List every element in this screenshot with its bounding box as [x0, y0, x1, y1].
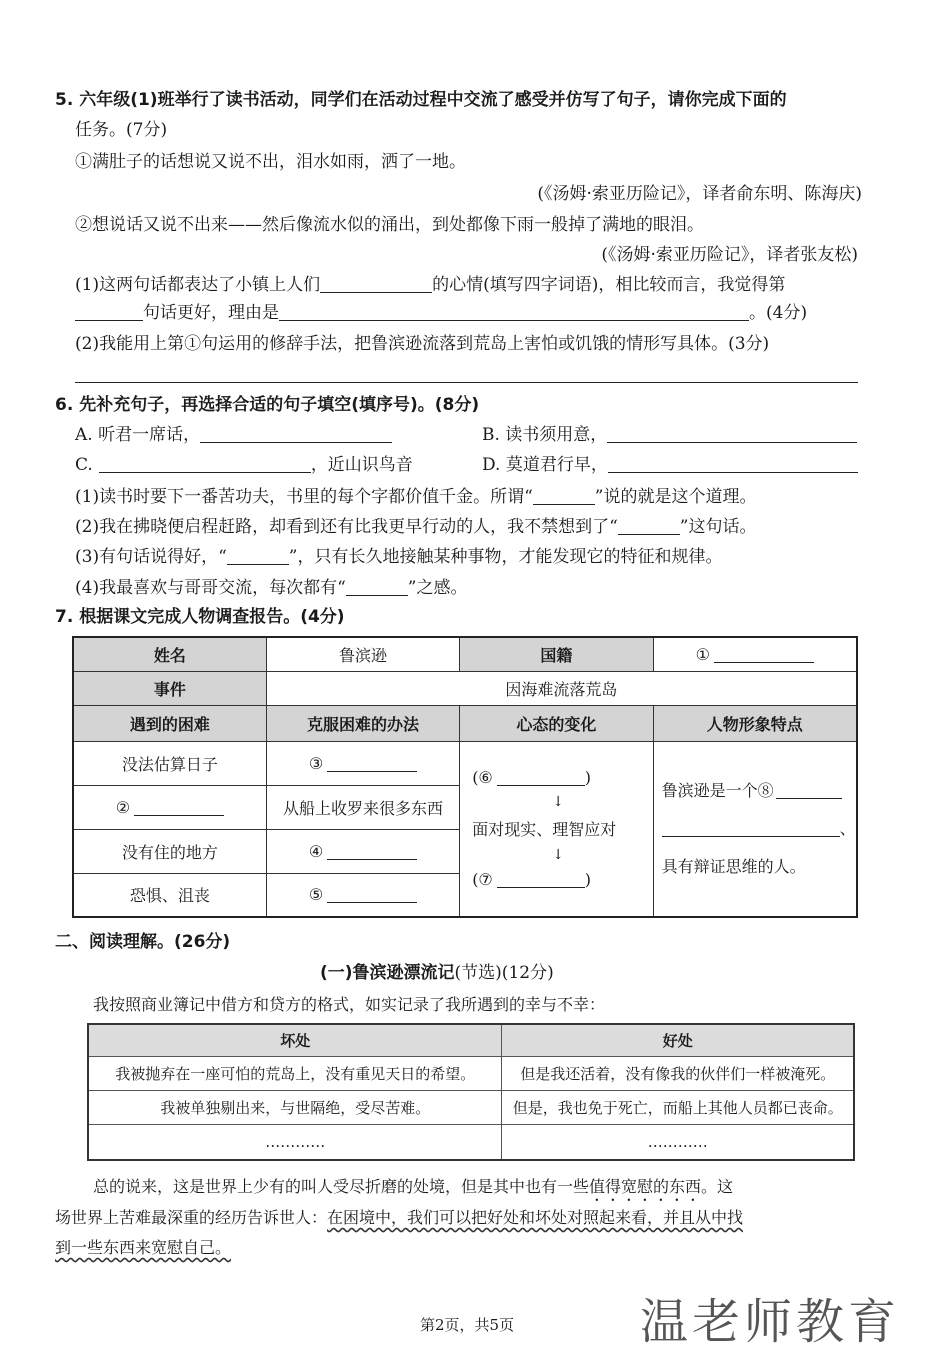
header-good: 好处	[502, 1024, 854, 1056]
part2-title: 二、阅读理解。(26分)	[55, 932, 231, 952]
method-3[interactable]: ④	[266, 829, 459, 873]
q5-stem-line1: 5. 六年级(1)班举行了读书活动，同学们在活动过程中交流了感受并仿写了句子，请你完成下面的	[55, 90, 787, 110]
arrow-down-icon: ↓	[552, 794, 564, 811]
mindset-step-3[interactable]: (⑦ )	[472, 870, 592, 890]
page-number: 第2页，共5页	[420, 1316, 515, 1334]
q5-sentence-2: ②想说话又说不出来——然后像流水似的涌出，到处都像下雨一般掉了满地的眼泪。	[75, 215, 704, 235]
header-method: 克服困难的办法	[266, 705, 459, 741]
wavy-underlined-text: 到一些东西来宽慰自己。	[55, 1238, 232, 1257]
answer-blank[interactable]	[607, 424, 857, 443]
passage-para-line2: 场世界上苦难最深重的经历告诉世人：在困境中，我们可以把好处和坏处对照起来看，并且从中找	[55, 1208, 744, 1227]
method-1[interactable]: ③	[266, 741, 459, 785]
fortune-ledger-table	[87, 1023, 855, 1161]
q5-sub1-line1: (1)这两句话都表达了小镇上人们 的心情(填写四字词语)，相比较而言，我觉得第	[75, 275, 786, 295]
q6-sub3: (3)有句话说得好，“ ”，只有长久地接触某种事物，才能发现它的特征和规律。	[75, 547, 723, 567]
good-ellipsis: …………	[502, 1124, 854, 1160]
q6-sub4: (4)我最喜欢与哥哥交流，每次都有“ ”之感。	[75, 578, 468, 598]
q6-sub1: (1)读书时要下一番苦功夫，书里的每个字都价值千金。所谓“ ”说的就是这个道理。	[75, 487, 757, 507]
wavy-underlined-text: 在困境中，我们可以把好处和坏处对照起来看，并且从中找	[327, 1208, 744, 1227]
answer-blank[interactable]	[346, 577, 408, 596]
passage-para-line1: 总的说来，这是世界上少有的叫人受尽折磨的处境，但是其中也有一些值得宽慰的东西。这	[93, 1177, 734, 1196]
answer-blank[interactable]	[497, 871, 585, 888]
q5-stem-line2: 任务。(7分)	[75, 120, 168, 140]
q5-sub2: (2)我能用上第①句运用的修辞手法，把鲁滨逊流落到荒岛上害怕或饥饿的情形写具体。(3分)	[75, 334, 770, 354]
good-2: 但是，我也免于死亡，而船上其他人员都已丧命。	[502, 1090, 854, 1124]
header-trait: 人物形象特点	[653, 705, 857, 741]
mindset-step-2: 面对现实、理智应对	[472, 820, 617, 840]
character-report-table	[72, 636, 858, 918]
answer-line[interactable]	[75, 382, 858, 383]
passage-intro: 我按照商业簿记中借方和贷方的格式，如实记录了我所遇到的幸与不幸：	[93, 995, 606, 1014]
header-name: 姓名	[73, 637, 266, 671]
q6-title: 6. 先补充句子，再选择合适的句子填空(填序号)。(8分)	[55, 395, 480, 415]
answer-blank[interactable]	[662, 820, 840, 837]
q6-option-a: A. 听君一席话，	[75, 423, 392, 447]
q6-option-d: D. 莫道君行早，	[482, 453, 858, 477]
q5-sub1-line2: 句话更好，理由是 。(4分)	[75, 301, 807, 325]
header-difficulty: 遇到的困难	[73, 705, 266, 741]
trait-line-3: 具有辩证思维的人。	[661, 856, 806, 876]
answer-blank[interactable]	[327, 755, 417, 772]
answer-blank[interactable]	[279, 302, 749, 321]
method-2: 从船上收罗来很多东西	[266, 785, 459, 829]
passage-para-line3	[55, 1236, 231, 1260]
good-1: 但是我还活着，没有像我的伙伴们一样被淹死。	[502, 1056, 854, 1090]
difficulty-1: 没法估算日子	[73, 741, 266, 785]
answer-blank[interactable]	[320, 274, 432, 293]
answer-blank[interactable]	[200, 424, 392, 443]
header-mindset: 心态的变化	[460, 705, 653, 741]
q5-sentence-1: ①满肚子的话想说又说不出，泪水如雨，洒了一地。	[75, 152, 466, 172]
answer-blank[interactable]	[327, 886, 417, 903]
answer-blank[interactable]	[533, 486, 595, 505]
header-event: 事件	[73, 671, 266, 705]
value-nationality[interactable]: ①	[653, 637, 857, 671]
q5-source-2: (《汤姆·索亚历险记》，译者张友松)	[601, 245, 858, 265]
answer-blank[interactable]	[776, 782, 842, 799]
answer-blank[interactable]	[618, 516, 680, 535]
difficulty-2[interactable]: ②	[73, 785, 266, 829]
q7-title: 7. 根据课文完成人物调查报告。(4分)	[55, 607, 345, 627]
trait-line-1[interactable]: 鲁滨逊是一个⑧	[662, 772, 856, 810]
arrow-down-icon: ↓	[552, 847, 564, 864]
watermark: 温老师教育	[640, 1294, 901, 1350]
trait-line-2[interactable]: 、	[662, 810, 856, 848]
answer-blank[interactable]	[714, 646, 814, 663]
answer-blank[interactable]	[99, 454, 311, 473]
answer-blank[interactable]	[75, 302, 143, 321]
trait-cell	[653, 741, 857, 917]
header-bad: 坏处	[88, 1024, 502, 1056]
q5-source-1: (《汤姆·索亚历险记》，译者俞东明、陈海庆)	[537, 184, 862, 204]
difficulty-3: 没有住的地方	[73, 829, 266, 873]
q6-sub2: (2)我在拂晓便启程赶路，却看到还有比我更早行动的人，我不禁想到了“ ”这句话。	[75, 517, 757, 537]
header-nationality: 国籍	[460, 637, 653, 671]
answer-blank[interactable]	[227, 546, 289, 565]
mindset-change-cell	[460, 741, 653, 917]
answer-blank[interactable]	[497, 769, 585, 786]
bad-2: 我被单独剔出来，与世隔绝，受尽苦难。	[88, 1090, 502, 1124]
value-name: 鲁滨逊	[266, 637, 459, 671]
answer-blank[interactable]	[608, 454, 858, 473]
emphasis-dots-text: 值得宽慰的东西	[589, 1177, 702, 1196]
q6-option-c: C. ，近山识鸟音	[75, 455, 413, 475]
answer-blank[interactable]	[327, 843, 417, 860]
answer-blank[interactable]	[134, 799, 224, 816]
difficulty-4: 恐惧、沮丧	[73, 873, 266, 917]
bad-ellipsis: …………	[88, 1124, 502, 1160]
mindset-step-1[interactable]: (⑥ )	[472, 768, 592, 788]
passage-title: (一)鲁滨逊漂流记(节选)(12分)	[320, 963, 554, 983]
bad-1: 我被抛弃在一座可怕的荒岛上，没有重见天日的希望。	[88, 1056, 502, 1090]
q6-option-b: B. 读书须用意，	[482, 423, 857, 447]
method-4[interactable]: ⑤	[266, 873, 459, 917]
value-event: 因海难流落荒岛	[266, 671, 857, 705]
